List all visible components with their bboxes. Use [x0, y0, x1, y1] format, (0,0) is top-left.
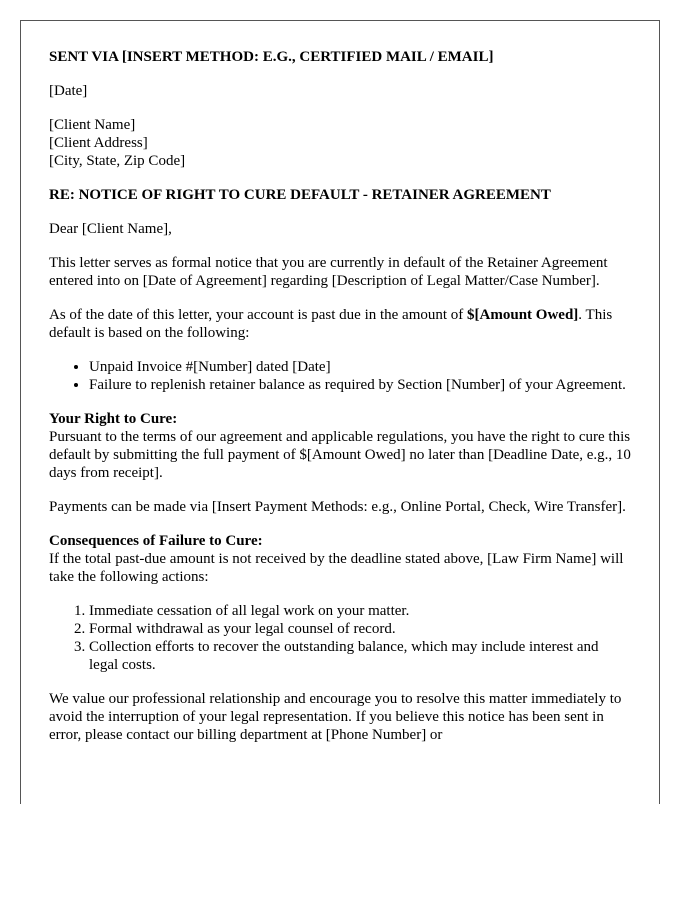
payments-paragraph: Payments can be made via [Insert Payment Methods: e.g., Online Portal, Check, Wire Transfer]. — [49, 499, 626, 515]
recipient-block — [49, 116, 631, 170]
right-to-cure-body: Pursuant to the terms of our agreement and applicable regulations, you have the right to cure this default by submitting the full payment of $[Amount Owed] no later than [Deadline Date, e.g., 10 days from receipt]. — [49, 429, 631, 481]
letter-date: [Date] — [49, 83, 88, 99]
intro-paragraph: This letter serves as formal notice that you are currently in default of the Retainer Agreement entered into on [Date of Agreement] regarding [Description of Legal Matter/Case Number]. — [49, 255, 608, 289]
letter-document — [20, 20, 660, 804]
list-item: 2. Formal withdrawal as your legal counsel of record. — [89, 620, 631, 638]
list-item: 3. Collection efforts to recover the outstanding balance, which may include interest and legal costs. — [89, 638, 631, 674]
recipient-address: [Client Address] — [49, 135, 148, 151]
consequences-title: Consequences of Failure to Cure: — [49, 533, 263, 549]
amount-text-before: As of the date of this letter, your account is past due in the amount of — [49, 307, 468, 323]
amount-text-after: . This default is based on the following: — [49, 307, 613, 341]
salutation: Dear [Client Name], — [49, 221, 172, 237]
right-to-cure-section — [49, 410, 631, 482]
sent-via-line: SENT VIA [INSERT METHOD: E.G., CERTIFIED MAIL / EMAIL] — [49, 49, 494, 65]
list-item: • Unpaid Invoice #[Number] dated [Date] — [89, 358, 631, 376]
subject-line: RE: NOTICE OF RIGHT TO CURE DEFAULT - RETAINER AGREEMENT — [49, 187, 551, 203]
recipient-name: [Client Name] — [49, 117, 136, 133]
recipient-city-state-zip: [City, State, Zip Code] — [49, 153, 186, 169]
list-item: 1. Immediate cessation of all legal work on your matter. — [89, 602, 631, 620]
consequences-actions-list — [49, 602, 631, 674]
amount-paragraph — [49, 306, 631, 342]
list-item: • Failure to replenish retainer balance as required by Section [Number] of your Agreement. — [89, 376, 631, 394]
amount-owed: $[Amount Owed] — [467, 307, 579, 323]
default-reasons-list — [49, 358, 631, 394]
right-to-cure-title: Your Right to Cure: — [49, 411, 178, 427]
consequences-section — [49, 532, 631, 586]
consequences-body: If the total past-due amount is not received by the deadline stated above, [Law Firm Name] will take the following actions: — [49, 551, 624, 585]
closing-paragraph: We value our professional relationship and encourage you to resolve this matter immediately to avoid the interruption of your legal representation. If you believe this notice has been sent in error, please contact our billing department at [Phone Number] or — [49, 691, 622, 743]
